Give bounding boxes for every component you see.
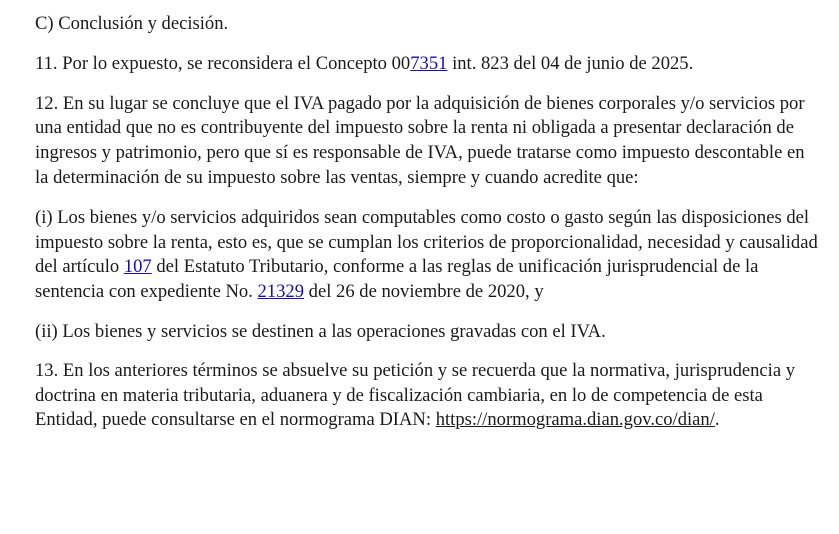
item-i-post: del 26 de noviembre de 2020, y — [304, 281, 544, 303]
paragraph-12-text: 12. En su lugar se concluye que el IVA pagado por la adquisición de bienes corporales y/o servicios por una entidad que no es contribuyente del impuesto sobre la renta ni obligada a presentar declaración de ingresos y patrimonio, pero que sí es responsable de IVA, puede tratarse como impuesto descontable en la determinación de su impuesto sobre las ventas, siempre y cuando acredite que: — [35, 92, 805, 188]
section-heading-text: C) Conclusión y decisión. — [35, 13, 229, 34]
paragraph-13-text: 13. En los anteriores términos se absuelve su petición y se recuerda que la normativa, jurisprudencia y doctrina en materia tributaria, aduanera y de fiscalización cambiaria, en lo de competencia de esta Entidad, puede consultarse en el normograma DIAN: — [35, 359, 796, 431]
section-heading — [35, 12, 819, 37]
item-i — [35, 206, 819, 305]
item-ii-text: (ii) Los bienes y servicios se destinen a las operaciones gravadas con el IVA. — [35, 320, 606, 342]
item-i-mid: del Estatuto Tributario, conforme a las reglas de unificación jurisprudencial de la sentencia con expediente No. — [35, 256, 759, 303]
paragraph-11 — [35, 52, 819, 77]
paragraph-13 — [35, 359, 819, 433]
normograma-link[interactable]: https://normograma.dian.gov.co/dian/ — [435, 409, 715, 431]
concepto-link[interactable]: 7351 — [410, 52, 448, 74]
paragraph-11-pre: 11. Por lo expuesto, se reconsidera el Concepto 00 — [35, 52, 411, 74]
articulo-107-link[interactable]: 107 — [123, 256, 152, 278]
paragraph-12 — [35, 92, 819, 191]
paragraph-13-end: . — [714, 409, 720, 431]
expediente-link[interactable]: 21329 — [257, 281, 305, 303]
paragraph-11-post: int. 823 del 04 de junio de 2025. — [447, 52, 694, 74]
item-ii — [35, 320, 819, 345]
item-i-pre: (i) Los bienes y/o servicios adquiridos sean computables como costo o gasto según las disposiciones del impuesto sobre la renta, esto es, que se cumplan los criterios de proporcionalidad, necesidad y causalidad del artículo — [35, 206, 818, 278]
